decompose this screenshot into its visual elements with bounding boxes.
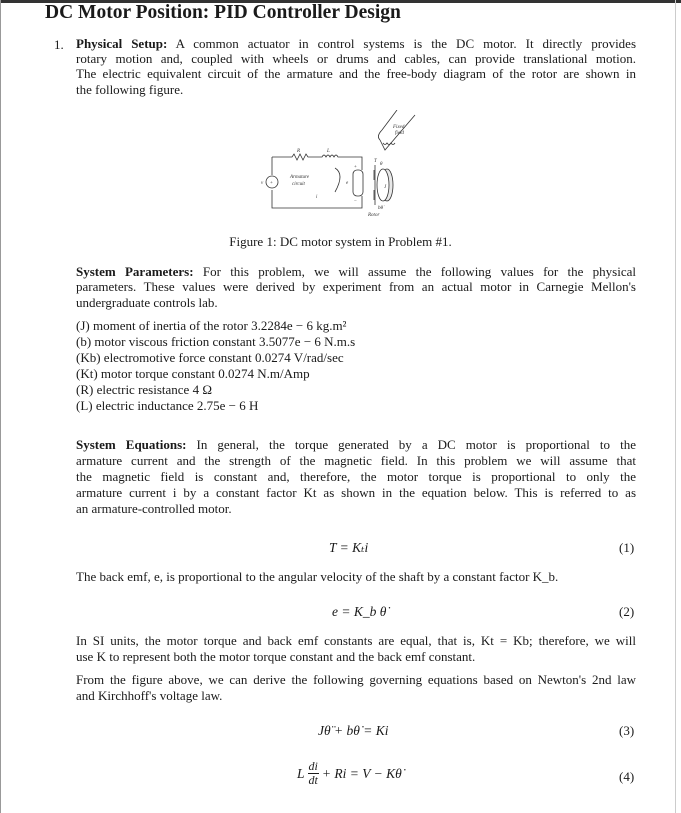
text: For this problem, we will assume the following values for the physical <box>193 264 636 279</box>
label-e: e <box>346 181 349 186</box>
equation-2: e = K_b θ̇ <box>332 604 387 619</box>
label-v: v <box>261 181 264 186</box>
system-parameters-heading: System Parameters: <box>76 264 194 279</box>
eq4-fraction <box>308 760 319 787</box>
figure-derivation-line: From the figure above, we can derive the following governing equations based on Newton's 2nd law <box>76 672 636 687</box>
label-minus: − <box>354 199 357 204</box>
label-circuit: circuit <box>292 182 305 187</box>
si-units-line: In SI units, the motor torque and back emf constants are equal, that is, Kt = Kb; therefore, we will <box>76 633 636 648</box>
label-plus: + <box>354 165 357 170</box>
left-border <box>0 0 1 813</box>
equation-1: T = Kₜi <box>329 540 369 555</box>
equation-4-number: (4) <box>619 769 635 784</box>
system-equations-line: armature current i by a constant factor Kt as shown in the equation below. This is referred to as <box>76 485 636 500</box>
system-equations-line <box>76 437 636 453</box>
parameter-item: (b) motor viscous friction constant 3.5077e − 6 N.m.s <box>76 334 356 349</box>
system-parameters-line: undergraduate controls lab. <box>76 295 218 310</box>
label-L: L <box>327 149 330 154</box>
system-equations-line: an armature-controlled motor. <box>76 501 232 516</box>
right-border <box>675 0 676 813</box>
label-fixed: Fixed <box>393 125 405 130</box>
equation-3: Jθ̈ + bθ̇ = Ki <box>318 723 389 738</box>
physical-setup-heading: Physical Setup: <box>76 36 168 51</box>
equation-2-number: (2) <box>619 604 635 619</box>
equation-1-number: (1) <box>619 540 635 555</box>
parameter-item: (Kb) electromotive force constant 0.0274 V/rad/sec <box>76 350 344 365</box>
eq4-rest: + Ri = V − Kθ̇ <box>321 765 402 781</box>
dc-motor-figure <box>250 110 450 220</box>
equation-4 <box>297 760 402 787</box>
label-R: R <box>297 149 301 154</box>
parameter-item: (L) electric inductance 2.75e − 6 H <box>76 398 259 413</box>
label-rotor: Rotor <box>368 213 380 218</box>
item-number: 1. <box>54 37 64 52</box>
eq4-L: L <box>297 765 305 781</box>
system-equations-line: the magnetic field is constant and, therefore, the motor torque is proportional to only the <box>76 469 636 484</box>
parameter-item: (Kt) motor torque constant 0.0274 N.m/Amp <box>76 366 310 381</box>
si-units-line: use K to represent both the motor torque constant and the back emf constant. <box>76 649 476 664</box>
physical-setup-line: rotary motion and, coupled with wheels or drums and cables, can provide translational motion. <box>76 51 636 66</box>
label-armature: Armature <box>290 175 309 180</box>
figure-caption: Figure 1: DC motor system in Problem #1. <box>229 234 452 249</box>
eq4-denominator: dt <box>308 773 318 787</box>
back-emf-line: The back emf, e, is proportional to the angular velocity of the shaft by a constant factor K_b. <box>76 569 559 584</box>
text: A common actuator in control systems is the DC motor. It directly provides <box>167 36 637 51</box>
system-parameters-line: parameters. These values were derived by experiment from an actual motor in Carnegie Mellon's <box>76 279 636 294</box>
physical-setup-line: The electric equivalent circuit of the armature and the free-body diagram of the rotor are shown in <box>76 66 636 81</box>
parameter-item: (J) moment of inertia of the rotor 3.2284e − 6 kg.m² <box>76 318 347 333</box>
label-J: J <box>384 185 387 190</box>
parameter-item: (R) electric resistance 4 Ω <box>76 382 212 397</box>
physical-setup-line <box>76 36 636 52</box>
label-theta: θ <box>380 162 383 167</box>
eq4-numerator: di <box>308 759 318 773</box>
label-plus-minus: + <box>270 181 273 186</box>
label-field: field <box>395 131 404 136</box>
figure-derivation-line: and Kirchhoff's voltage law. <box>76 688 223 703</box>
system-parameters-line <box>76 264 636 280</box>
system-equations-line: armature current and the strength of the magnetic field. In this problem we will assume that <box>76 453 636 468</box>
label-i: i <box>316 195 318 200</box>
system-equations-heading: System Equations: <box>76 437 187 452</box>
physical-setup-line: the following figure. <box>76 82 184 97</box>
label-T: T <box>374 159 377 164</box>
text: In general, the torque generated by a DC motor is proportional to the <box>186 437 636 452</box>
equation-3-number: (3) <box>619 723 635 738</box>
page-title: DC Motor Position: PID Controller Design <box>45 2 401 23</box>
label-btheta: bθ̇ <box>378 206 383 211</box>
